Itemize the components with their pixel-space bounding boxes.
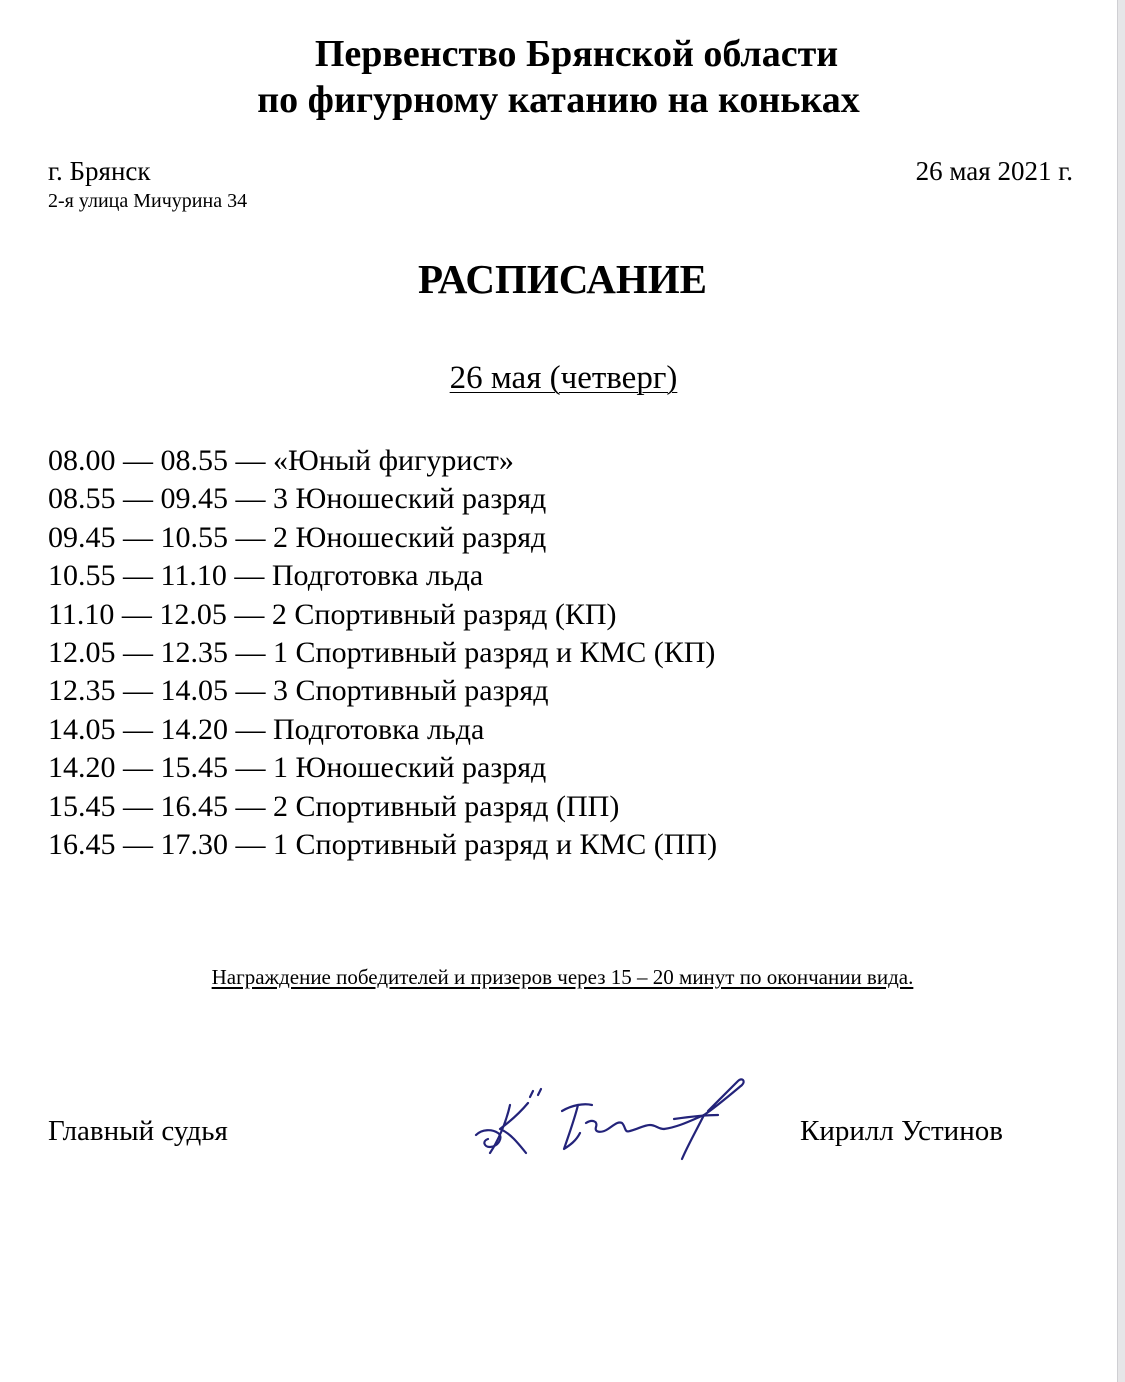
document-title-line-1: Первенство Брянской области (314, 33, 839, 75)
schedule-item: 16.45 — 17.30 — 1 Спортивный разряд и КМС (ПП) (48, 828, 718, 862)
awards-note: Награждение победителей и призеров через 15 – 20 минут по окончании вида. (211, 965, 914, 989)
schedule-item: 11.10 — 12.05 — 2 Спортивный разряд (КП) (48, 597, 617, 631)
city: г. Брянск (48, 156, 151, 186)
schedule-item: 09.45 — 10.55 — 2 Юношеский разряд (48, 520, 547, 554)
schedule-item: 15.45 — 16.45 — 2 Спортивный разряд (ПП) (48, 789, 620, 823)
schedule-item: 14.20 — 15.45 — 1 Юношеский разряд (48, 751, 547, 785)
judge-role: Главный судья (48, 1115, 228, 1147)
schedule-item: 10.55 — 11.10 — Подготовка льда (48, 559, 484, 593)
address: 2-я улица Мичурина 34 (48, 190, 248, 212)
schedule-heading: РАСПИСАНИЕ (417, 256, 708, 302)
document-title-line-2: по фигурному катанию на коньках (257, 79, 860, 121)
schedule-item: 14.05 — 14.20 — Подготовка льда (48, 712, 485, 746)
signature-strokes (476, 1079, 744, 1159)
schedule-day: 26 мая (четверг) (449, 360, 678, 396)
schedule-item: 12.05 — 12.35 — 1 Спортивный разряд и КМС (КП) (48, 636, 716, 670)
signature-image (468, 1075, 758, 1165)
judge-name: Кирилл Устинов (800, 1115, 1003, 1147)
document-date: 26 мая 2021 г. (915, 156, 1073, 186)
schedule-item: 12.35 — 14.05 — 3 Спортивный разряд (48, 674, 549, 708)
schedule-item: 08.55 — 09.45 — 3 Юношеский разряд (48, 482, 547, 516)
schedule-list (48, 442, 717, 864)
schedule-item: 08.00 — 08.55 — «Юный фигурист» (48, 444, 514, 477)
